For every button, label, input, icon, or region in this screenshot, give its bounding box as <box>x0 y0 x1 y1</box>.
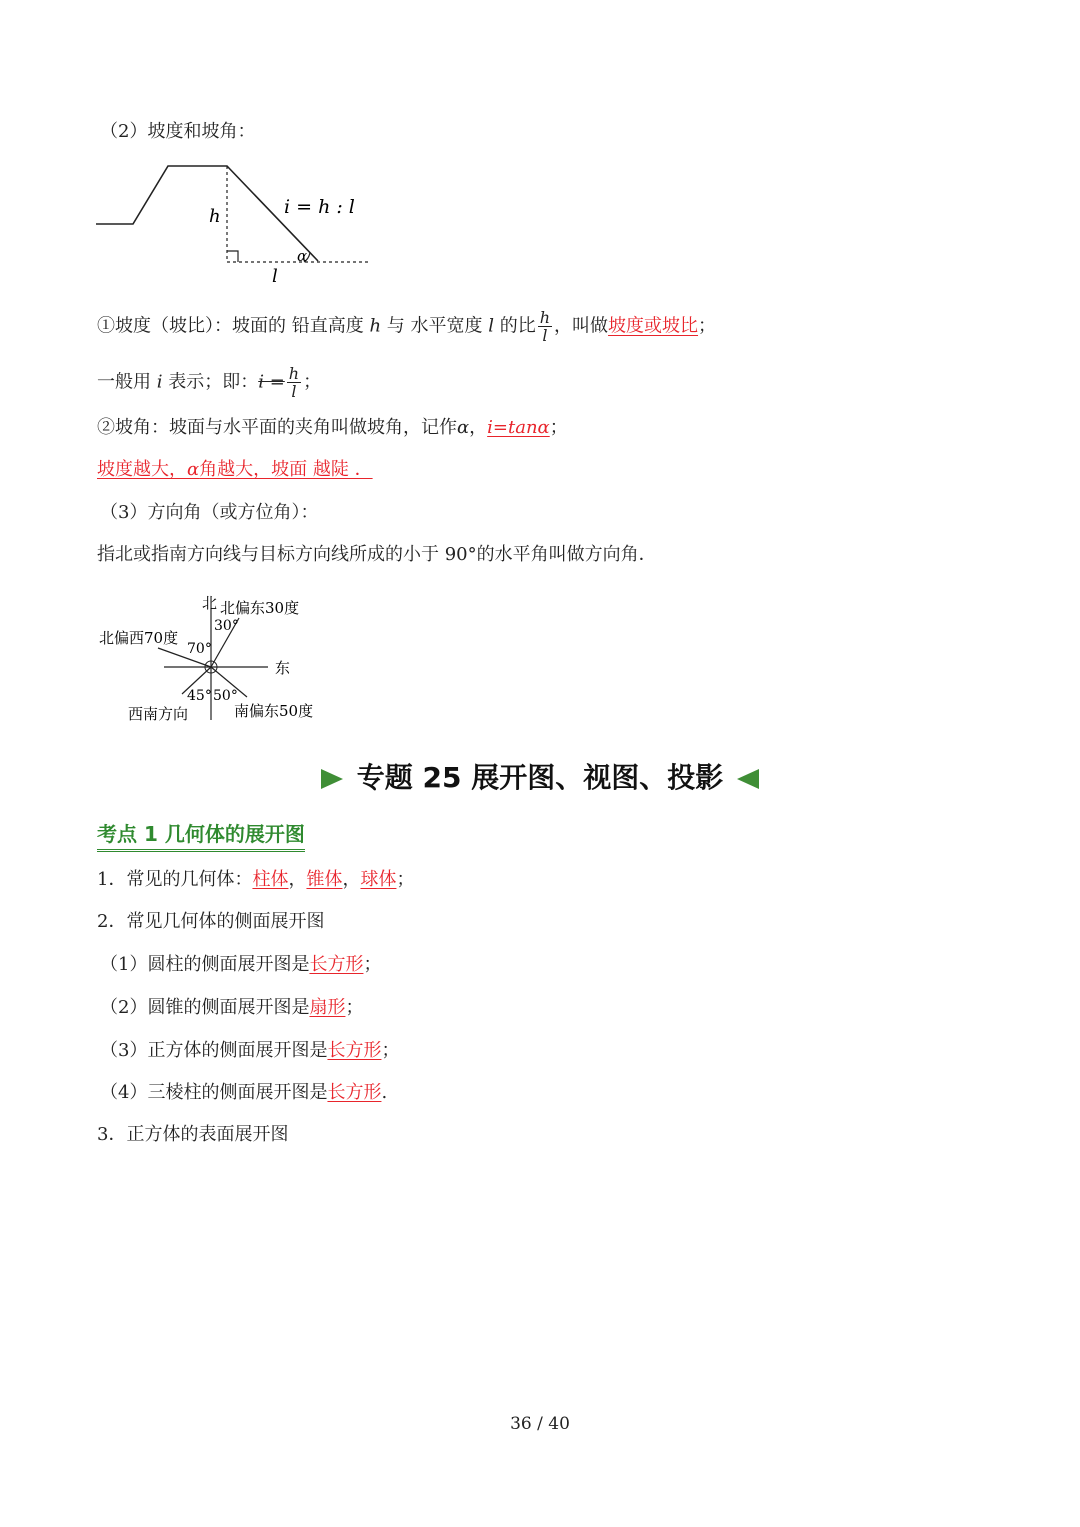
sub-item-3: （3）正方体的侧面展开图是长方形； <box>100 1040 400 1061</box>
section-3-heading: （3）方向角（或方位角）： <box>100 502 319 523</box>
section-2-heading: （2）坡度和坡角： <box>100 121 256 142</box>
sub-item-2: （2）圆锥的侧面展开图是扇形； <box>100 997 364 1018</box>
slope-l-label: l <box>272 266 278 285</box>
slope-i-notation: 一般用 i 表示；即：i = $\frac{h}{l}$ ； <box>97 364 322 401</box>
dir-north: 北 <box>202 594 218 612</box>
dir-se50: 南偏东50度 <box>234 702 314 720</box>
slope-alpha-label: α <box>297 247 308 265</box>
dir-nw70: 北偏西70度 <box>99 629 179 647</box>
answer-slope-ratio: 坡度或坡比 <box>608 315 699 337</box>
slope-ratio-label: i = h : l <box>284 196 355 218</box>
triangle-left-icon <box>737 769 759 789</box>
dir-a70: 70° <box>187 641 212 657</box>
slope-h-label: h <box>209 206 221 227</box>
slope-definition: ①坡度（坡比）：坡面的 铅直高度 h 与 水平宽度 l 的比 $\frac{h}{l}$ ，叫做坡度或坡比； <box>97 308 717 345</box>
item-2: 2．常见几何体的侧面展开图 <box>97 911 325 932</box>
direction-angle-definition: 指北或指南方向线与目标方向线所成的小于 90°的水平角叫做方向角． <box>97 544 657 565</box>
topic-title: 专题 25 展开图、视图、投影 <box>0 756 1080 796</box>
dir-east: 东 <box>275 659 291 677</box>
slope-diagram <box>96 155 376 285</box>
sub-item-4: （4）三棱柱的侧面展开图是长方形. <box>100 1082 388 1103</box>
triangle-right-icon <box>321 769 343 789</box>
kaodian-title: 考点 1 几何体的展开图 <box>97 818 305 852</box>
dir-ne30: 北偏东30度 <box>220 599 300 617</box>
fraction-i: $\frac{h}{l}$ <box>288 364 300 401</box>
slope-angle-definition: ②坡角：坡面与水平面的夹角叫做坡角，记作α，i=tanα； <box>97 417 568 438</box>
dir-sw: 西南方向 <box>128 705 189 723</box>
sub-item-1: （1）圆柱的侧面展开图是长方形； <box>100 954 382 975</box>
dir-a50: 50° <box>213 688 238 704</box>
fraction-h-over-l: $\frac{h}{l}$ <box>539 308 551 345</box>
item-1: 1．常见的几何体：柱体，锥体，球体； <box>97 869 415 890</box>
direction-angle-diagram <box>96 590 336 730</box>
page-number: 36 / 40 <box>510 1414 570 1434</box>
slope-rule: 坡度越大，α角越大，坡面 越陡 ． <box>97 459 373 480</box>
answer-tan-alpha: i=tanα <box>487 417 550 438</box>
dir-a30: 30° <box>214 618 239 634</box>
item-3: 3．正方体的表面展开图 <box>97 1124 289 1145</box>
dir-a45: 45° <box>187 688 212 704</box>
